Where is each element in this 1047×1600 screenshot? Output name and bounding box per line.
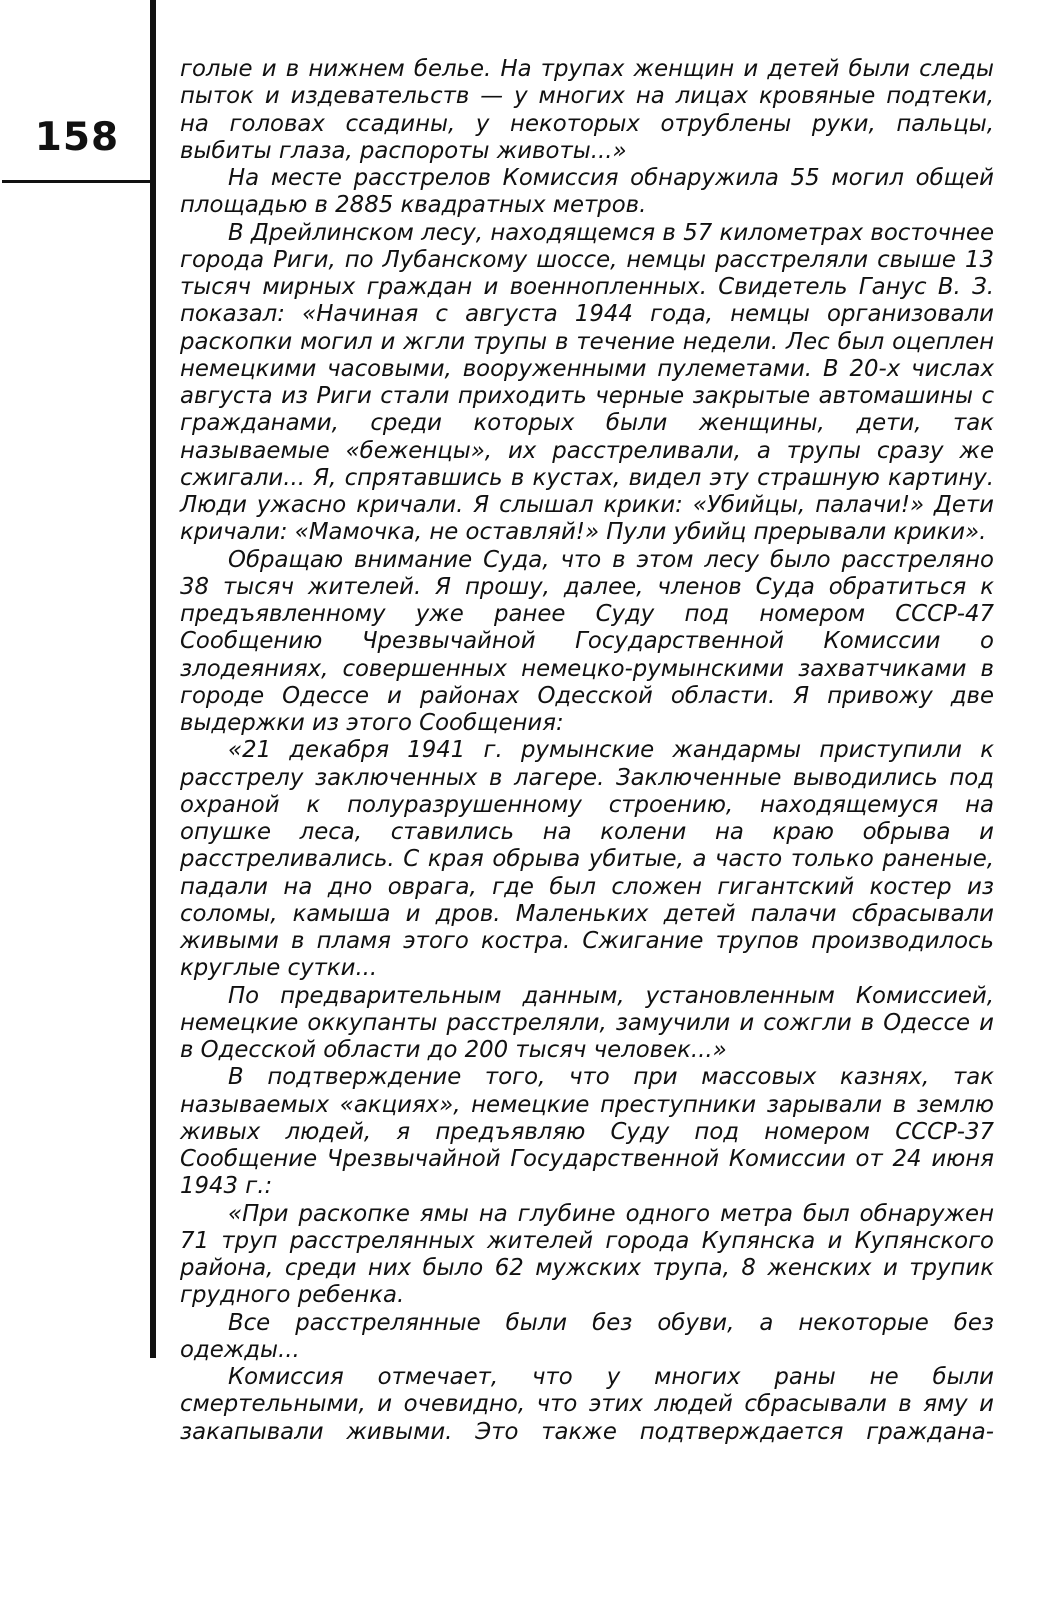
paragraph-7: В подтверждение того, что при массовых казнях, так называемых «акциях», немецкие преступники зарывали в землю живых людей, я предъявляю Суду под номером СССР-37 Сообщение Чрезвычайной Государственной Комиссии от 24 июня 1943 г.: xyxy=(180,1064,994,1200)
margin-rule xyxy=(150,0,156,1358)
paragraph-2: На месте расстрелов Комиссия обнаружила 55 могил общей площадью в 2885 квадратных метров. xyxy=(180,165,994,219)
page-number: 158 xyxy=(34,115,120,160)
paragraph-9: Все расстрелянные были без обуви, а некоторые без одежды... xyxy=(180,1309,994,1363)
paragraph-4: Обращаю внимание Суда, что в этом лесу было расстреляно 38 тысяч жителей. Я прошу, далее, членов Суда обратиться к предъявленному уже ранее Суду под номером СССР-47 Сообщению Чрезвычайной Государственной Комиссии о злодеяниях, совершенных немецко-румынскими захватчиками в городе Одессе и районах Одесской области. Я привожу две выдержки из этого Сообщения: xyxy=(180,546,994,736)
header-rule xyxy=(2,180,152,183)
paragraph-6: По предварительным данным, установленным Комиссией, немецкие оккупанты расстреляли, замучили и сожгли в Одессе и в Одесской области до 200 тысяч человек...» xyxy=(180,982,994,1063)
paragraph-5: «21 декабря 1941 г. румынские жандармы приступили к расстрелу заключенных в лагере. Заключенные выводились под охраной к полуразрушенному строению, находящемуся на опушке леса, ставились на колени на краю обрыва и расстреливались. С края обрыва убитые, а часто только раненые, падали на дно оврага, где был сложен гигантский костер из соломы, камыша и дров. Маленьких детей палачи сбрасывали живыми в пламя этого костра. Сжигание трупов производилось круглые сутки... xyxy=(180,737,994,982)
paragraph-1: голые и в нижнем белье. На трупах женщин и детей были следы пыток и издевательств — у многих на лицах кровяные подтеки, на головах ссадины, у некоторых отрублены руки, пальцы, выбиты глаза, распороты животы...» xyxy=(180,56,994,164)
paragraph-3: В Дрейлинском лесу, находящемся в 57 километрах восточнее города Риги, по Лубанскому шоссе, немцы расстреляли свыше 13 тысяч мирных граждан и военнопленных. Свидетель Ганус В. З. показал: «Начиная с августа 1944 года, немцы организовали раскопки могил и жгли трупы в течение недели. Лес был оцеплен немецкими часовыми, вооруженными пулеметами. В 20-х числах августа из Риги стали приходить черные закрытые автомашины с гражданами, среди которых были женщины, дети, так называемые «беженцы», их расстреливали, а трупы сразу же сжигали... Я, спрятавшись в кустах, видел эту страшную картину. Люди ужасно кричали. Я слышал крики: «Убийцы, палачи!» Дети кричали: «Мамочка, не оставляй!» Пули убийц прерывали крики». xyxy=(180,219,994,546)
paragraph-8: «При раскопке ямы на глубине одного метра был обнаружен 71 труп расстрелянных жителей города Купянска и Купянского района, среди них было 62 мужских трупа, 8 женских и трупик грудного ребенка. xyxy=(180,1200,994,1309)
paragraph-10: Комиссия отмечает, что у многих раны не были смертельными, и очевидно, что этих людей сбрасывали в яму и закапывали живыми. Это также подтверждается гражданa- xyxy=(180,1364,994,1445)
text-column xyxy=(180,56,994,1446)
